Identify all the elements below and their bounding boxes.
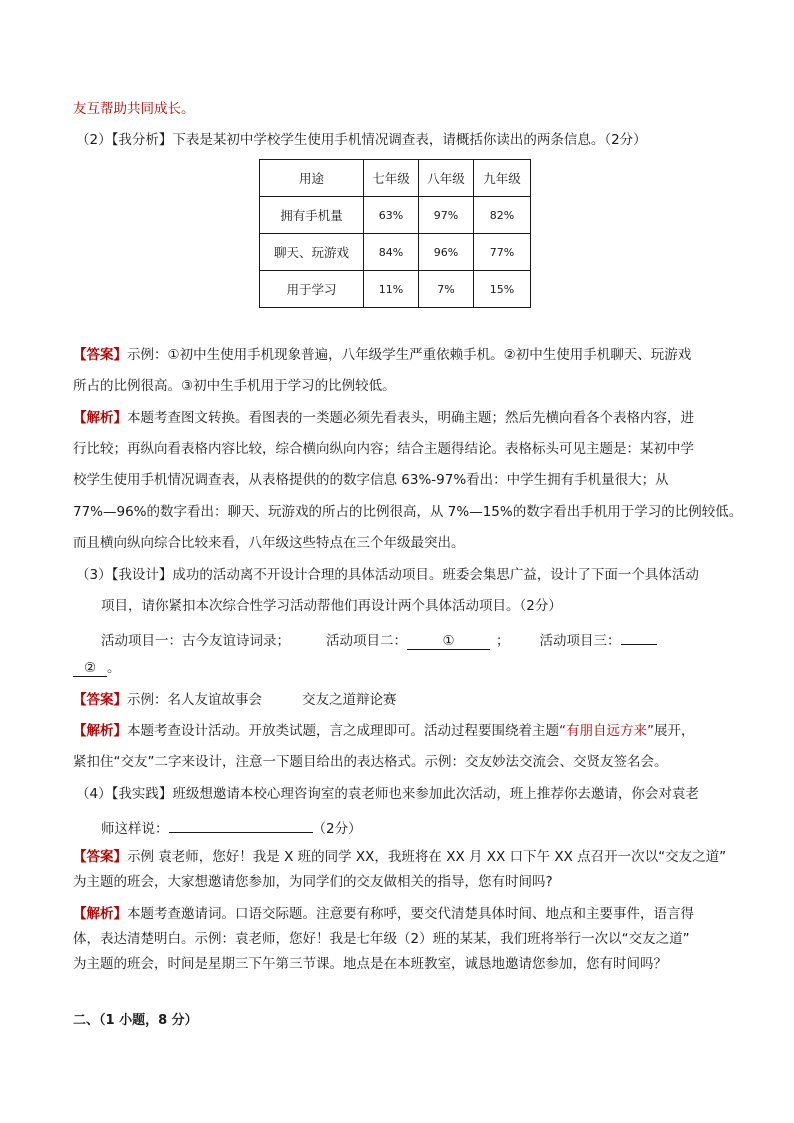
explanation-line (73, 721, 695, 741)
theme-quote: “有朋自远方来” (559, 723, 654, 739)
answer-blank[interactable] (169, 815, 313, 833)
explanation-line: 校学生使用手机情况调查表，从表格提供的的数字信息 63%-97%看出：中学生拥有手机量很大；从 (73, 472, 669, 488)
activity-item-2: 活动项目二： (326, 633, 407, 649)
table-header-cell: 七年级 (364, 160, 419, 197)
answer-text: 示例 袁老师，您好！我是 X 班的同学 XX，我班将在 XX 月 XX 口下午 XX 点召开一次以“交友之道” (127, 849, 727, 865)
explanation-tag: 【解析】 (73, 723, 127, 739)
answer-blank-start[interactable] (621, 627, 657, 645)
table-cell: 84% (364, 234, 419, 271)
answer-tag: 【答案】 (73, 849, 127, 865)
answer-line (73, 690, 397, 710)
table-cell: 用于学习 (260, 271, 364, 308)
question-text: 师这样说： (101, 821, 169, 837)
explanation-line (73, 904, 694, 924)
period: 。 (107, 660, 121, 676)
survey-table (259, 159, 531, 308)
explanation-text: 本题考查图文转换。看图表的一类题必须先看表头，明确主题；然后先横向看各个表格内容，进 (127, 410, 694, 426)
explanation-tag: 【解析】 (73, 410, 127, 426)
table-header-cell: 九年级 (474, 160, 531, 197)
text-line (73, 99, 195, 119)
table-row (260, 234, 531, 271)
explanation-tag: 【解析】 (73, 906, 127, 922)
answer-text: 示例：名人友谊故事会 (127, 692, 262, 708)
activity-item-1: 活动项目一：古今友谊诗词录； (101, 633, 290, 649)
question-3-line: 项目，请你紧扣本次综合性学习活动帮他们再设计两个具体活动项目。（2分） (101, 598, 562, 614)
explanation-line: 行比较；再纵向看表格内容比较，综合横向纵向内容；结合主题得结论。表格标头可见主题是：某初中学 (73, 441, 694, 457)
answer-tag: 【答案】 (73, 347, 127, 363)
table-cell: 11% (364, 271, 419, 308)
semicolon: ； (496, 633, 510, 649)
answer-line: 所占的比例很高。③初中生手机用于学习的比例较低。 (73, 378, 396, 394)
answer-text: 示例：①初中生使用手机现象普遍，八年级学生严重依赖手机。②初中生使用手机聊天、玩游戏 (127, 347, 692, 363)
answer-text: 交友之道辩论赛 (302, 692, 397, 708)
explanation-text: 本题考查邀请词。口语交际题。注意要有称呼，要交代清楚具体时间、地点和主要事件，语言得 (127, 906, 694, 922)
explanation-text: 展开， (654, 723, 695, 739)
answer-text: 友互帮助共同成长。 (73, 101, 195, 117)
answer-line (73, 345, 691, 365)
explanation-line: 为主题的班会，时间是星期三下午第三节课。地点是在本班教室，诚恳地邀请您参加，您有时间吗？ (73, 956, 667, 972)
activity-items (101, 627, 657, 651)
explanation-line: 紧扣住“交友”二字来设计，注意一下题目给出的表达格式。示例：交友妙法交流会、交贤友签名会。 (73, 754, 668, 770)
question-2: （2）【我分析】下表是某初中学校学生使用手机情况调查表，请概括你读出的两条信息。（2分） (76, 132, 647, 148)
answer-line (73, 847, 726, 867)
table-cell: 96% (419, 234, 474, 271)
table-cell: 77% (474, 234, 531, 271)
table-row (260, 271, 531, 308)
table-cell: 聊天、玩游戏 (260, 234, 364, 271)
activity-item-3: 活动项目三： (539, 633, 621, 649)
score: （2分） (312, 821, 362, 837)
answer-tag: 【答案】 (73, 692, 127, 708)
table-cell: 拥有手机量 (260, 197, 364, 234)
explanation-text: 本题考查设计活动。开放类试题，言之成理即可。活动过程要围绕着主题 (127, 723, 559, 739)
question-4: （4）【我实践】班级想邀请本校心理咨询室的袁老师也来参加此次活动，班上推荐你去邀请，你会对袁老 (76, 786, 699, 802)
question-4-line (101, 815, 362, 839)
table-header-cell: 用途 (260, 160, 364, 197)
section-heading: 二、（1 小题，8 分） (73, 1013, 198, 1028)
table-header-cell: 八年级 (419, 160, 474, 197)
answer-blank[interactable]: ① (407, 632, 490, 650)
explanation-line: 体，表达清楚明白。示例：袁老师，您好！我是七年级（2）班的某某，我们班将举行一次以“交友之道” (73, 931, 690, 947)
table-cell: 7% (419, 271, 474, 308)
question-3: （3）【我设计】成功的活动离不开设计合理的具体活动项目。班委会集思广益，设计了下面一个具体活动 (76, 567, 699, 583)
table-cell: 15% (474, 271, 531, 308)
explanation-line (73, 408, 694, 428)
answer-blank[interactable]: ② (73, 659, 107, 677)
explanation-line: 77%—96%的数字看出：聊天、玩游戏的所占的比例很高，从 7%—15%的数字看出手机用于学习的比例较低。 (73, 504, 743, 520)
table-row (260, 197, 531, 234)
table-cell: 82% (474, 197, 531, 234)
table-header-row (260, 160, 531, 197)
activity-items-cont (73, 658, 121, 678)
answer-line: 为主题的班会，大家想邀请您参加，为同学们的交友做相关的指导，您有时间吗? (73, 874, 553, 890)
explanation-line: 而且横向纵向综合比较来看，八年级这些特点在三个年级最突出。 (73, 535, 465, 551)
table-cell: 97% (419, 197, 474, 234)
table-cell: 63% (364, 197, 419, 234)
